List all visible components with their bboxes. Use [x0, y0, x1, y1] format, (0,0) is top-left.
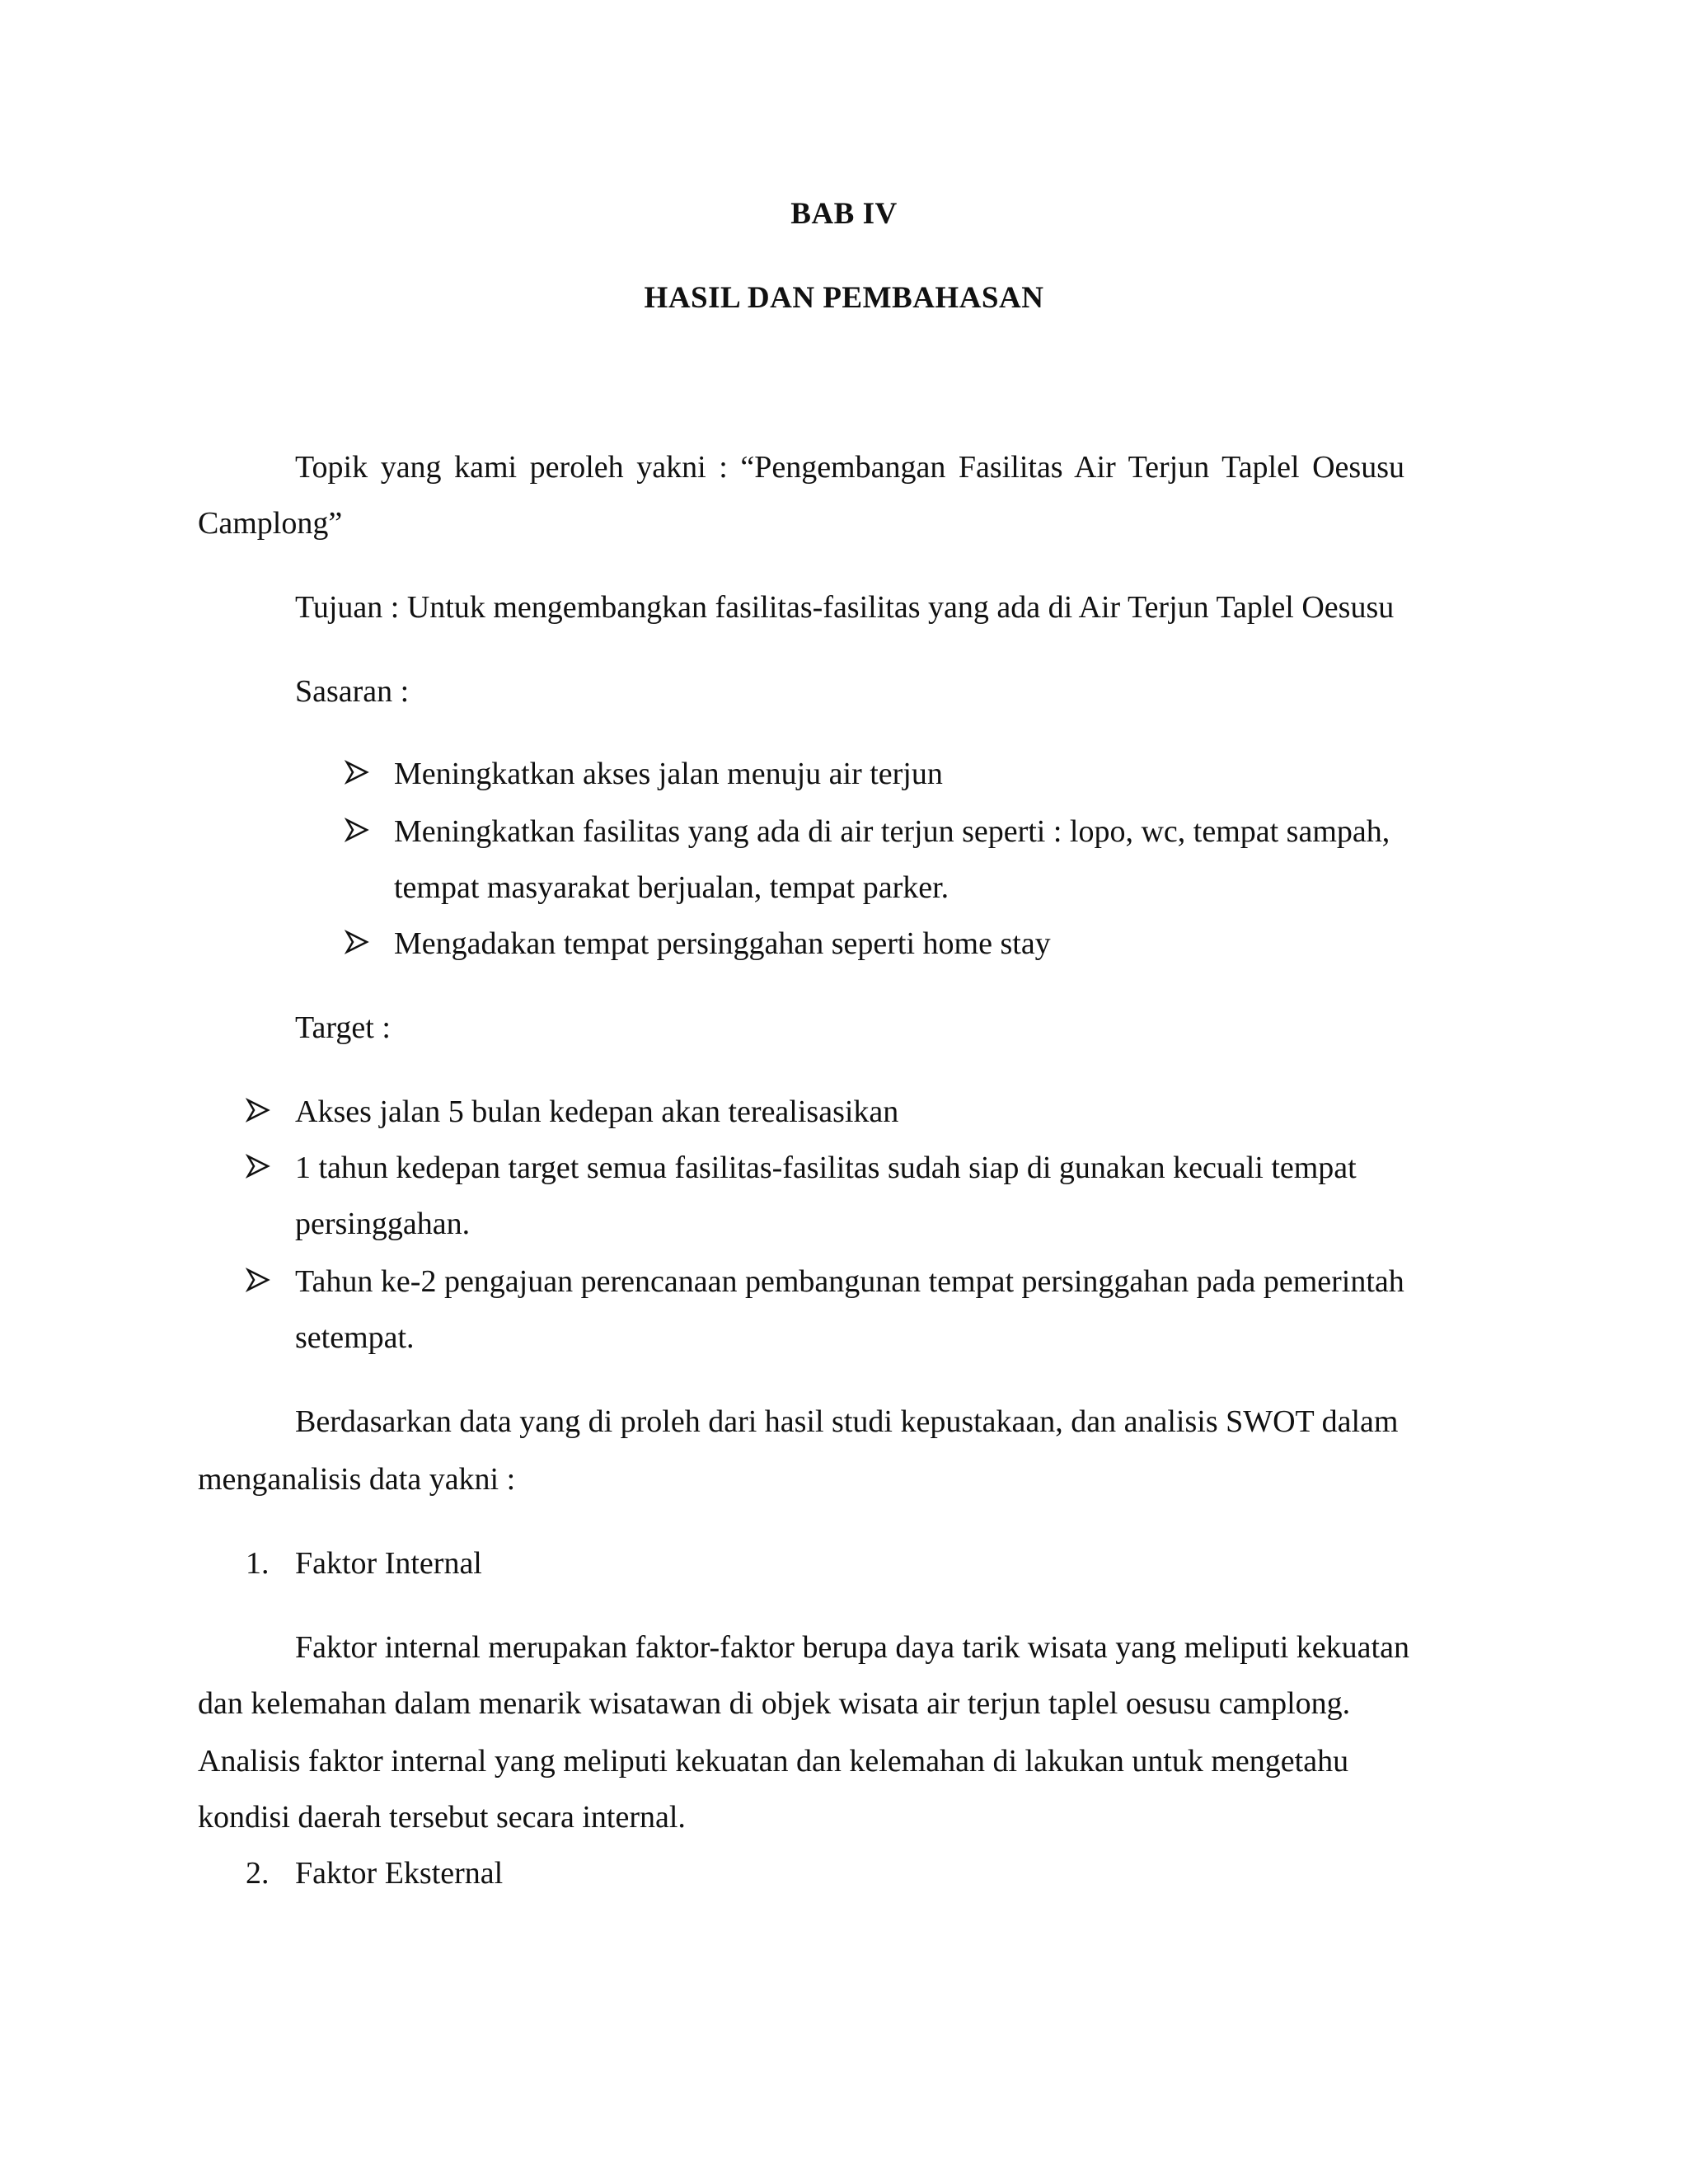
- bullet-arrow-icon: [246, 1268, 270, 1292]
- bullet-arrow-icon: [345, 930, 369, 954]
- target-item-3-line-1: Tahun ke-2 pengajuan perencanaan pembangunan tempat persinggahan pada pemerintah: [295, 1264, 1404, 1299]
- target-label: Target :: [295, 1010, 391, 1045]
- target-item-2-line-2: persinggahan.: [295, 1207, 471, 1241]
- tujuan-line: Tujuan : Untuk mengembangkan fasilitas-fasilitas yang ada di Air Terjun Taplel Oesusu: [295, 590, 1395, 625]
- bullet-arrow-icon: [345, 760, 369, 785]
- sasaran-item-3: Mengadakan tempat persinggahan seperti home stay: [394, 926, 1051, 961]
- topic-line-2: Camplong”: [198, 506, 343, 541]
- target-item-3-line-2: setempat.: [295, 1320, 415, 1355]
- target-item-1: Akses jalan 5 bulan kedepan akan terealisasikan: [295, 1094, 899, 1129]
- section-2-number: 2.: [246, 1856, 270, 1891]
- section-2-title: Faktor Eksternal: [295, 1856, 504, 1891]
- sasaran-item-2-line-1: Meningkatkan fasilitas yang ada di air terjun seperti : lopo, wc, tempat sampah,: [394, 814, 1390, 849]
- section-1-title: Faktor Internal: [295, 1546, 482, 1581]
- section-1-number: 1.: [246, 1546, 270, 1581]
- analysis-intro-line-1: Berdasarkan data yang di proleh dari hasil studi kepustakaan, dan analisis SWOT dalam: [295, 1404, 1399, 1439]
- sasaran-item-1: Meningkatkan akses jalan menuju air terjun: [394, 757, 943, 791]
- analysis-intro-line-2: menganalisis data yakni :: [198, 1462, 516, 1497]
- chapter-title: HASIL DAN PEMBAHASAN: [644, 281, 1044, 315]
- section-1-para-line-4: kondisi daerah tersebut secara internal.: [198, 1800, 686, 1835]
- bullet-arrow-icon: [246, 1098, 270, 1122]
- bullet-arrow-icon: [345, 818, 369, 842]
- section-1-para-line-3: Analisis faktor internal yang meliputi kekuatan dan kelemahan di lakukan untuk mengetahu: [198, 1744, 1349, 1779]
- topic-line-1: Topik yang kami peroleh yakni : “Pengembangan Fasilitas Air Terjun Taplel Oesusu: [295, 450, 1404, 485]
- section-1-para-line-2: dan kelemahan dalam menarik wisatawan di objek wisata air terjun taplel oesusu camplong.: [198, 1686, 1351, 1721]
- sasaran-item-2-line-2: tempat masyarakat berjualan, tempat parker.: [394, 870, 950, 905]
- section-1-para-line-1: Faktor internal merupakan faktor-faktor berupa daya tarik wisata yang meliputi kekuatan: [295, 1630, 1409, 1665]
- target-item-2-line-1: 1 tahun kedepan target semua fasilitas-fasilitas sudah siap di gunakan kecuali tempat: [295, 1151, 1357, 1185]
- sasaran-label: Sasaran :: [295, 674, 410, 709]
- chapter-heading: BAB IV: [790, 197, 898, 231]
- bullet-arrow-icon: [246, 1154, 270, 1179]
